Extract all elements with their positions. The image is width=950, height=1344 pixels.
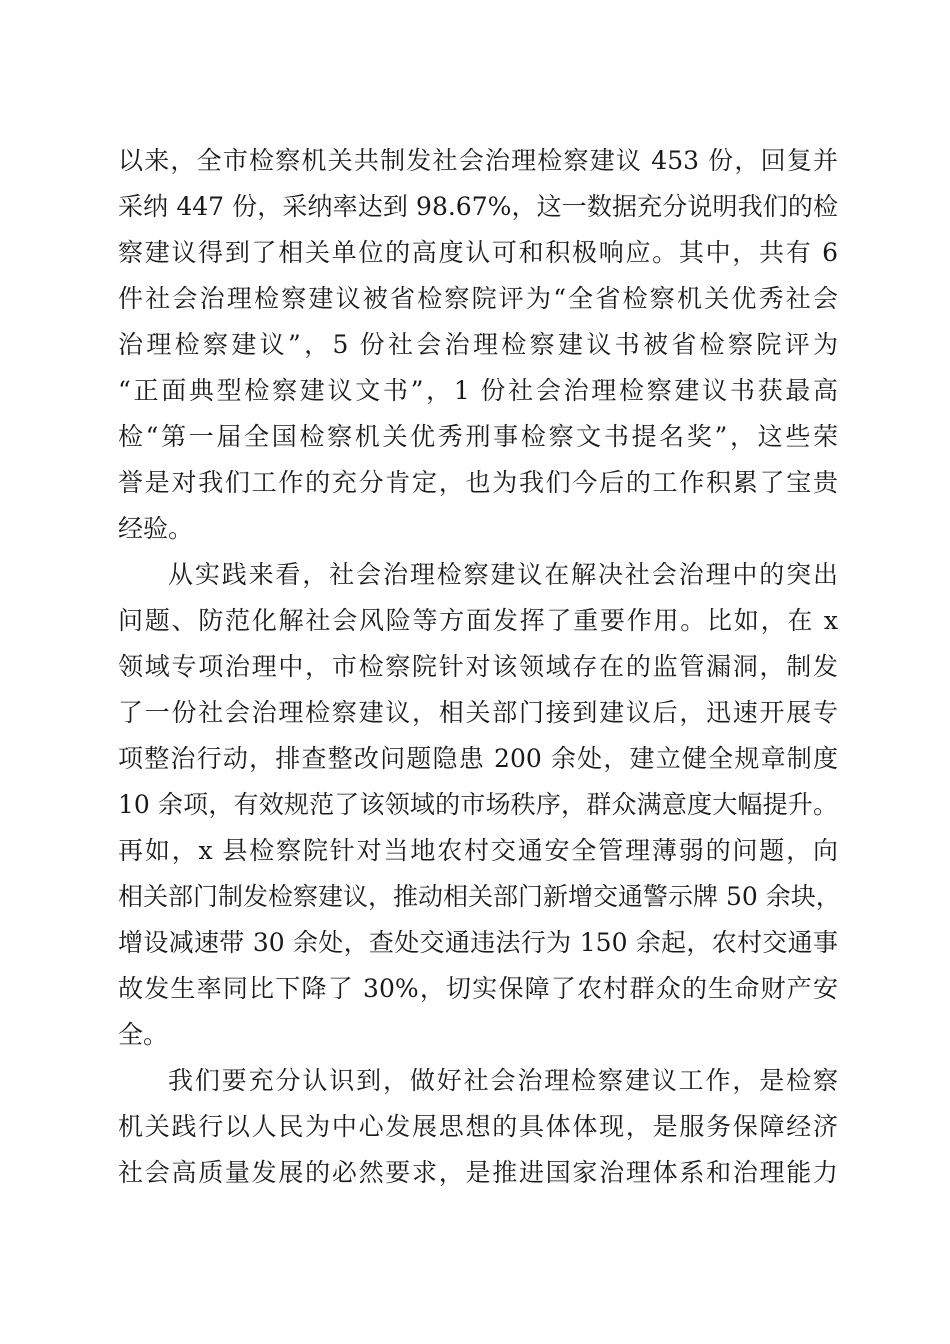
text-line: 检“第一届全国检察机关优秀刑事检察文书提名奖”，这些荣 (118, 422, 838, 451)
text-line: 察建议得到了相关单位的高度认可和积极响应。其中，共有 6 (118, 238, 838, 267)
text-line: “正面典型检察建议文书”，1 份社会治理检察建议书获最高 (118, 376, 838, 405)
text-line: 增设减速带 30 余处，查处交通违法行为 150 余起，农村交通事 (118, 928, 838, 957)
text-line: 社会高质量发展的必然要求，是推进国家治理体系和治理能力 (118, 1158, 838, 1187)
paragraph (118, 552, 841, 1058)
text-line: 项整治行动，排查整改问题隐患 200 余处，建立健全规章制度 (118, 744, 838, 773)
text-line: 10 余项，有效规范了该领域的市场秩序，群众满意度大幅提升。 (118, 790, 838, 819)
text-line: 问题、防范化解社会风险等方面发挥了重要作用。比如，在 x (118, 606, 838, 635)
text-line: 了一份社会治理检察建议，相关部门接到建议后，迅速开展专 (118, 698, 838, 727)
paragraph (118, 1058, 838, 1196)
text-line: 从实践来看，社会治理检察建议在解决社会治理中的突出 (168, 560, 838, 589)
text-line: 全。 (118, 1020, 169, 1049)
text-line: 再如，x 县检察院针对当地农村交通安全管理薄弱的问题，向 (118, 836, 838, 865)
text-line: 经验。 (118, 514, 194, 543)
text-line: 我们要充分认识到，做好社会治理检察建议工作，是检察 (168, 1066, 838, 1095)
text-line: 领域专项治理中，市检察院针对该领域存在的监管漏洞，制发 (118, 652, 838, 681)
text-line: 机关践行以人民为中心发展思想的具体体现，是服务保障经济 (118, 1112, 838, 1141)
paragraph (118, 138, 838, 552)
text-line: 以来，全市检察机关共制发社会治理检察建议 453 份，回复并 (118, 146, 838, 175)
text-line: 件社会治理检察建议被省检察院评为“全省检察机关优秀社会 (118, 284, 838, 313)
text-line: 相关部门制发检察建议，推动相关部门新增交通警示牌 50 余块， (118, 882, 841, 911)
text-line: 故发生率同比下降了 30%，切实保障了农村群众的生命财产安 (118, 974, 838, 1003)
text-line: 誉是对我们工作的充分肯定，也为我们今后的工作积累了宝贵 (118, 468, 838, 497)
document-body (118, 138, 841, 1196)
text-line: 采纳 447 份，采纳率达到 98.67%，这一数据充分说明我们的检 (118, 192, 838, 221)
text-line: 治理检察建议”，5 份社会治理检察建议书被省检察院评为 (118, 330, 838, 359)
